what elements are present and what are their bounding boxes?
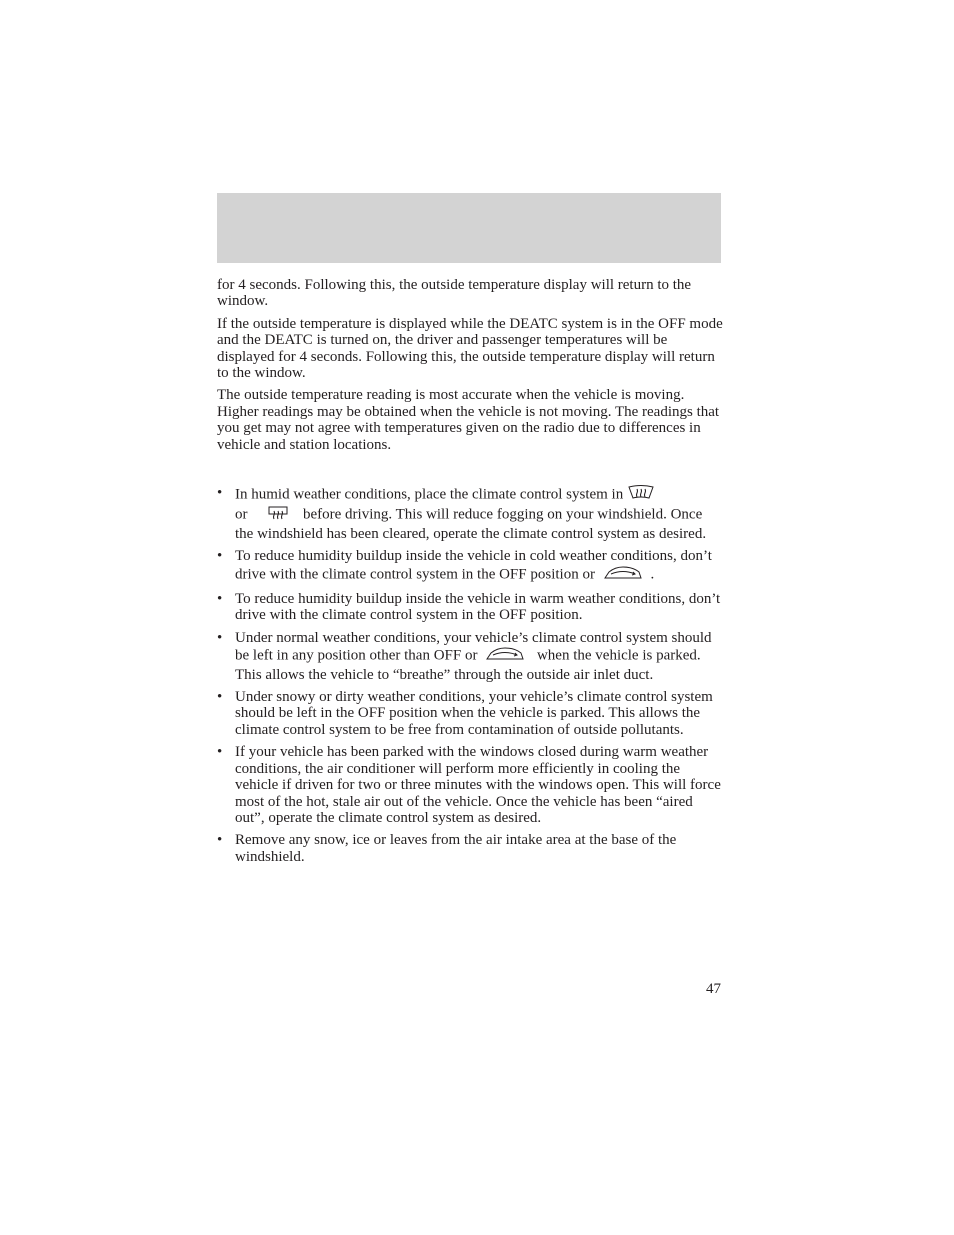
- floor-defrost-icon: [267, 505, 289, 525]
- bullet-symbol: •: [217, 591, 223, 608]
- tips-list: [217, 485, 723, 871]
- body-text: [217, 277, 723, 459]
- bullet-symbol: •: [217, 689, 223, 706]
- list-item: • Remove any snow, ice or leaves from the air intake area at the base of the windshield.: [217, 832, 677, 865]
- list-item: • In humid weather conditions, place the climate control system in or before driving. This will reduce fogging on your windshield. Once the windshield has been cleared, operate the climate control system as desired.: [217, 485, 707, 542]
- list-item: • If your vehicle has been parked with the windows closed during warm weather conditions, the air conditioner will perform more efficiently in cooling the vehicle if driven for two or three minutes with the windows open. This will force most of the hot, stale air out of the vehicle. Once the vehicle has been “aired out”, operate the climate control system as desired.: [217, 744, 721, 826]
- front-defrost-icon: [627, 485, 655, 505]
- bullet-symbol: •: [217, 485, 223, 501]
- paragraph-2: If the outside temperature is displayed while the DEATC system is in the OFF mode and the DEATC is turned on, the driver and passenger temperatures will be displayed for 4 seconds. Following this, the outside temperature display will return to the window.: [217, 315, 723, 382]
- list-item: • Under normal weather conditions, your vehicle’s climate control system should be left in any position other than OFF or when the vehicle is parked. This allows the vehicle to “breathe” through the outside air inlet duct.: [217, 629, 712, 683]
- recirculation-icon: [485, 646, 525, 666]
- header-band: [217, 193, 721, 263]
- recirculation-icon: [603, 565, 643, 585]
- paragraph-3: The outside temperature reading is most accurate when the vehicle is moving. Higher readings may be obtained when the vehicle is not moving. The readings that you get may not agree with temperatures given on the radio due to differences in vehicle and station locations.: [217, 387, 720, 453]
- bullet-symbol: •: [217, 744, 223, 761]
- list-item: • To reduce humidity buildup inside the vehicle in warm weather conditions, don’t drive with the climate control system in the OFF position.: [217, 591, 721, 624]
- bullet-symbol: •: [217, 832, 223, 849]
- paragraph-1: for 4 seconds. Following this, the outside temperature display will return to the window.: [217, 277, 692, 310]
- bullet-symbol: •: [217, 548, 223, 565]
- bullet-symbol: •: [217, 629, 223, 646]
- list-item: • Under snowy or dirty weather conditions, your vehicle’s climate control system should be left in the OFF position when the vehicle is parked. This allows the climate control system to be free from contamination of outside pollutants.: [217, 689, 713, 738]
- list-item: • To reduce humidity buildup inside the vehicle in cold weather conditions, don’t drive with the climate control system in the OFF position or .: [217, 548, 723, 585]
- page-number: 47: [706, 981, 721, 997]
